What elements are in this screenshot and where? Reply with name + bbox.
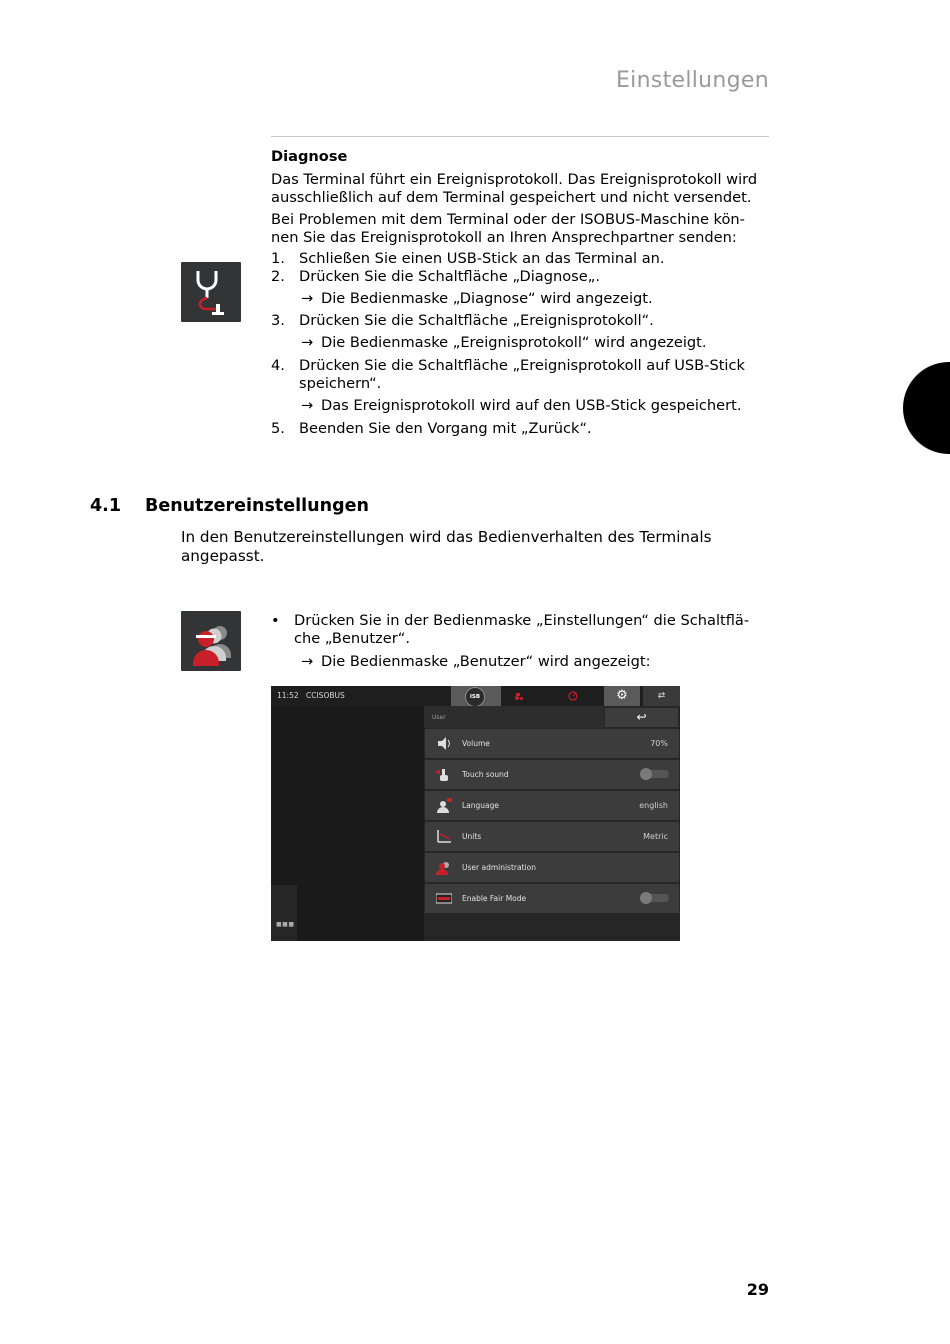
step-5-text: Beenden Sie den Vorgang mit „Zurück“.: [299, 420, 592, 437]
result-arrow: →: [301, 397, 314, 414]
step-2-result: Die Bedienmaske „Diagnose“ wird angezeigt.: [321, 290, 653, 307]
step-3-number: 3.: [271, 312, 285, 329]
row-label: Enable Fair Mode: [462, 894, 527, 903]
diagnose-title: Diagnose: [271, 148, 348, 165]
fair-mode-icon: [436, 891, 452, 906]
settings-row-units[interactable]: [425, 822, 679, 851]
tractor-icon[interactable]: [514, 691, 524, 701]
row-label: Language: [462, 801, 500, 810]
terminal-settings-pane: [424, 706, 680, 941]
speaker-icon: [436, 736, 452, 751]
settings-row-user-administration[interactable]: [425, 853, 679, 882]
step-2-text: Drücken Sie die Schaltfläche „Diagnose„.: [299, 268, 600, 285]
section-title: Benutzereinstellungen: [145, 496, 369, 516]
back-arrow-icon: ↩: [636, 710, 647, 724]
user-settings-icon: [181, 611, 241, 671]
gauge-icon[interactable]: [568, 691, 578, 701]
settings-row-language[interactable]: [425, 791, 679, 820]
gear-icon[interactable]: ⚙: [604, 686, 640, 706]
diagnose-paragraph-1: Das Terminal führt ein Ereignisprotokoll. Das Ereignisprotokoll wird ausschließlich auf dem Terminal gespeichert und nicht versendet.: [271, 171, 758, 206]
result-arrow: →: [301, 334, 314, 351]
terminal-screen-title: User: [432, 714, 446, 721]
chapter-tab-marker: [903, 362, 950, 454]
step-4-text: Drücken Sie die Schaltfläche „Ereignisprotokoll auf USB-Stick speichern“.: [299, 357, 745, 392]
terminal-screenshot: [271, 686, 680, 941]
section-result: Die Bedienmaske „Benutzer“ wird angezeigt:: [321, 653, 651, 670]
page-header-title: Einstellungen: [615, 68, 769, 93]
row-value: english: [639, 801, 668, 810]
users-icon: [436, 860, 452, 875]
diagnose-icon: [181, 262, 241, 322]
terminal-brand: CCISOBUS: [306, 691, 345, 700]
result-arrow: →: [301, 290, 314, 307]
terminal-screen-header: [424, 706, 604, 728]
step-3-result: Die Bedienmaske „Ereignisprotokoll“ wird angezeigt.: [321, 334, 707, 351]
row-value: 70%: [650, 739, 668, 748]
section-step: Drücken Sie in der Bedienmaske „Einstellungen“ die Schaltflä- che „Benutzer“.: [294, 612, 750, 647]
step-3-text: Drücken Sie die Schaltfläche „Ereignisprotokoll“.: [299, 312, 654, 329]
step-1-number: 1.: [271, 250, 285, 267]
step-1-text: Schließen Sie einen USB-Stick an das Terminal an.: [299, 250, 665, 267]
terminal-status-bar: [271, 686, 680, 706]
page-number: 29: [746, 1280, 769, 1299]
touch-sound-icon: [436, 767, 452, 782]
terminal-side-tab[interactable]: [271, 885, 297, 941]
fair-mode-toggle[interactable]: [641, 894, 669, 902]
result-arrow: →: [301, 653, 314, 670]
step-4-result: Das Ereignisprotokoll wird auf den USB-Stick gespeichert.: [321, 397, 742, 414]
terminal-clock: 11:52: [277, 691, 299, 700]
row-label: User administration: [462, 863, 536, 872]
settings-row-volume[interactable]: [425, 729, 679, 758]
terminal-left-pane: [271, 706, 424, 941]
section-number: 4.1: [90, 496, 122, 516]
settings-row-touch-sound[interactable]: [425, 760, 679, 789]
isb-button[interactable]: [451, 686, 501, 706]
units-icon: [436, 829, 452, 844]
step-4-number: 4.: [271, 357, 285, 374]
header-divider: [271, 136, 769, 137]
settings-row-fair-mode[interactable]: [425, 884, 679, 913]
section-intro: In den Benutzereinstellungen wird das Bedienverhalten des Terminals angepasst.: [181, 528, 712, 565]
row-value: Metric: [643, 832, 668, 841]
diagnose-paragraph-2: Bei Problemen mit dem Terminal oder der ISOBUS-Maschine kön- nen Sie das Ereignisprotokoll an Ihren Ansprechpartner senden:: [271, 211, 745, 246]
isb-icon: ISB: [465, 687, 485, 707]
row-label: Units: [462, 832, 482, 841]
switch-screen-icon[interactable]: ⇄: [643, 686, 680, 706]
bullet: •: [271, 612, 280, 629]
language-icon: [436, 798, 452, 813]
touch-sound-toggle[interactable]: [641, 770, 669, 778]
step-2-number: 2.: [271, 268, 285, 285]
step-5-number: 5.: [271, 420, 285, 437]
back-button[interactable]: [605, 708, 678, 727]
menu-dots-icon: ■■■: [276, 921, 295, 928]
row-label: Volume: [462, 739, 490, 748]
row-label: Touch sound: [462, 770, 509, 779]
